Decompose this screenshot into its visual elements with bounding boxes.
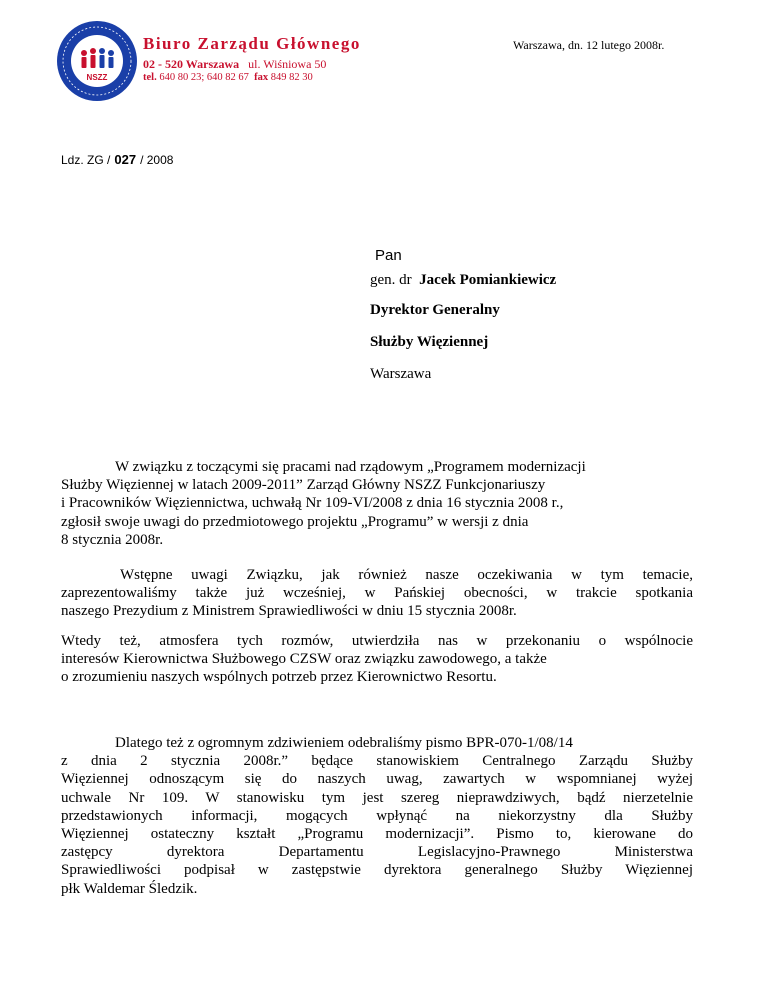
text-line: o zrozumieniu naszych wspólnych potrzeb przez Kierownictwo Resortu.	[61, 669, 497, 686]
union-logo	[56, 20, 138, 102]
text-line: interesów Kierownictwa Służbowego CZSW oraz związku zawodowego, a także	[61, 651, 547, 668]
text-line: z dnia 2 stycznia 2008r.” będące stanowiskiem Centralnego Zarządu Służby	[61, 753, 693, 770]
fax-number: 849 82 30	[270, 72, 313, 83]
recipient-position: Dyrektor Generalny	[370, 302, 500, 318]
reference-prefix: Ldz. ZG /	[61, 153, 111, 167]
text-line: Sprawiedliwości podpisał w zastępstwie dyrektora generalnego Służby Więziennej	[61, 862, 693, 879]
text-line: płk Waldemar Śledzik.	[61, 880, 198, 897]
postal-code-city: 02 - 520 Warszawa	[143, 57, 240, 71]
recipient-title: gen. dr	[370, 272, 412, 288]
paragraph-3	[61, 632, 693, 687]
text-line: zgłosił swoje uwagi do przedmiotowego projektu „Programu” w wersji z dnia	[61, 513, 529, 530]
recipient-name: Jacek Pomiankiewicz	[419, 272, 557, 288]
organization-address	[143, 57, 326, 72]
tel-numbers: 640 80 23; 640 82 67	[159, 72, 249, 83]
salutation: Pan	[375, 247, 402, 264]
text-line: uchwale Nr 109. W stanowisku tym jest szereg nieprawdziwych, bądź nierzetelnie	[61, 789, 693, 806]
text-line: zaprezentowaliśmy także już wcześniej, w Pańskiej obecności, w trakcie spotkania	[61, 585, 693, 602]
text-line: Więziennej odnoszącym się do naszych uwag, zawartych w wspomnianej wyżej	[61, 771, 693, 788]
reference-number	[61, 152, 173, 167]
text-line: zastępcy dyrektora Departamentu Legislacyjno-Prawnego Ministerstwa	[61, 844, 693, 861]
paragraph-4	[61, 734, 693, 898]
text-line: Służby Więziennej w latach 2009-2011” Zarząd Główny NSZZ Funkcjonariuszy	[61, 477, 546, 494]
contact-numbers	[143, 72, 313, 83]
text-line: Wtedy też, atmosfera tych rozmów, utwierdziła nas w przekonaniu o wspólnocie	[61, 633, 693, 649]
text-line: i Pracowników Więziennictwa, uchwałą Nr 109-VI/2008 z dnia 16 stycznia 2008 r.,	[61, 495, 564, 512]
recipient-city: Warszawa	[370, 366, 432, 382]
tel-label: tel.	[143, 72, 157, 83]
reference-suffix: / 2008	[140, 153, 174, 167]
union-logo-emblem-icon	[56, 20, 138, 102]
reference-number-value: 027	[114, 152, 137, 167]
text-line: przedstawionych informacji, mogących wpłynąć na niekorzystny dla Służby	[61, 807, 693, 824]
text-line: naszego Prezydium z Ministrem Sprawiedliwości w dniu 15 stycznia 2008r.	[61, 603, 517, 620]
street-address: ul. Wiśniowa 50	[248, 57, 327, 71]
text-line: Więziennej ostateczny kształt „Programu modernizacji”. Pismo to, kierowane do	[61, 826, 693, 843]
fax-label: fax	[254, 72, 269, 83]
text-line: Dlatego też z ogromnym zdziwieniem odebraliśmy pismo BPR-070-1/08/14	[115, 735, 573, 751]
organization-name: Biuro Zarządu Głównego	[143, 34, 361, 53]
text-line: W związku z toczącymi się pracami nad rządowym „Programem modernizacji	[115, 459, 586, 475]
svg-text:NSZZ: NSZZ	[86, 73, 108, 82]
text-line: Wstępne uwagi Związku, jak również nasze oczekiwania w tym temacie,	[120, 567, 693, 583]
paragraph-2	[61, 566, 693, 621]
paragraph-1	[61, 458, 693, 549]
text-line: 8 stycznia 2008r.	[61, 531, 164, 548]
recipient-name-line	[370, 272, 556, 289]
place-and-date: Warszawa, dn. 12 lutego 2008r.	[513, 38, 665, 52]
recipient-institution: Służby Więziennej	[370, 334, 489, 350]
